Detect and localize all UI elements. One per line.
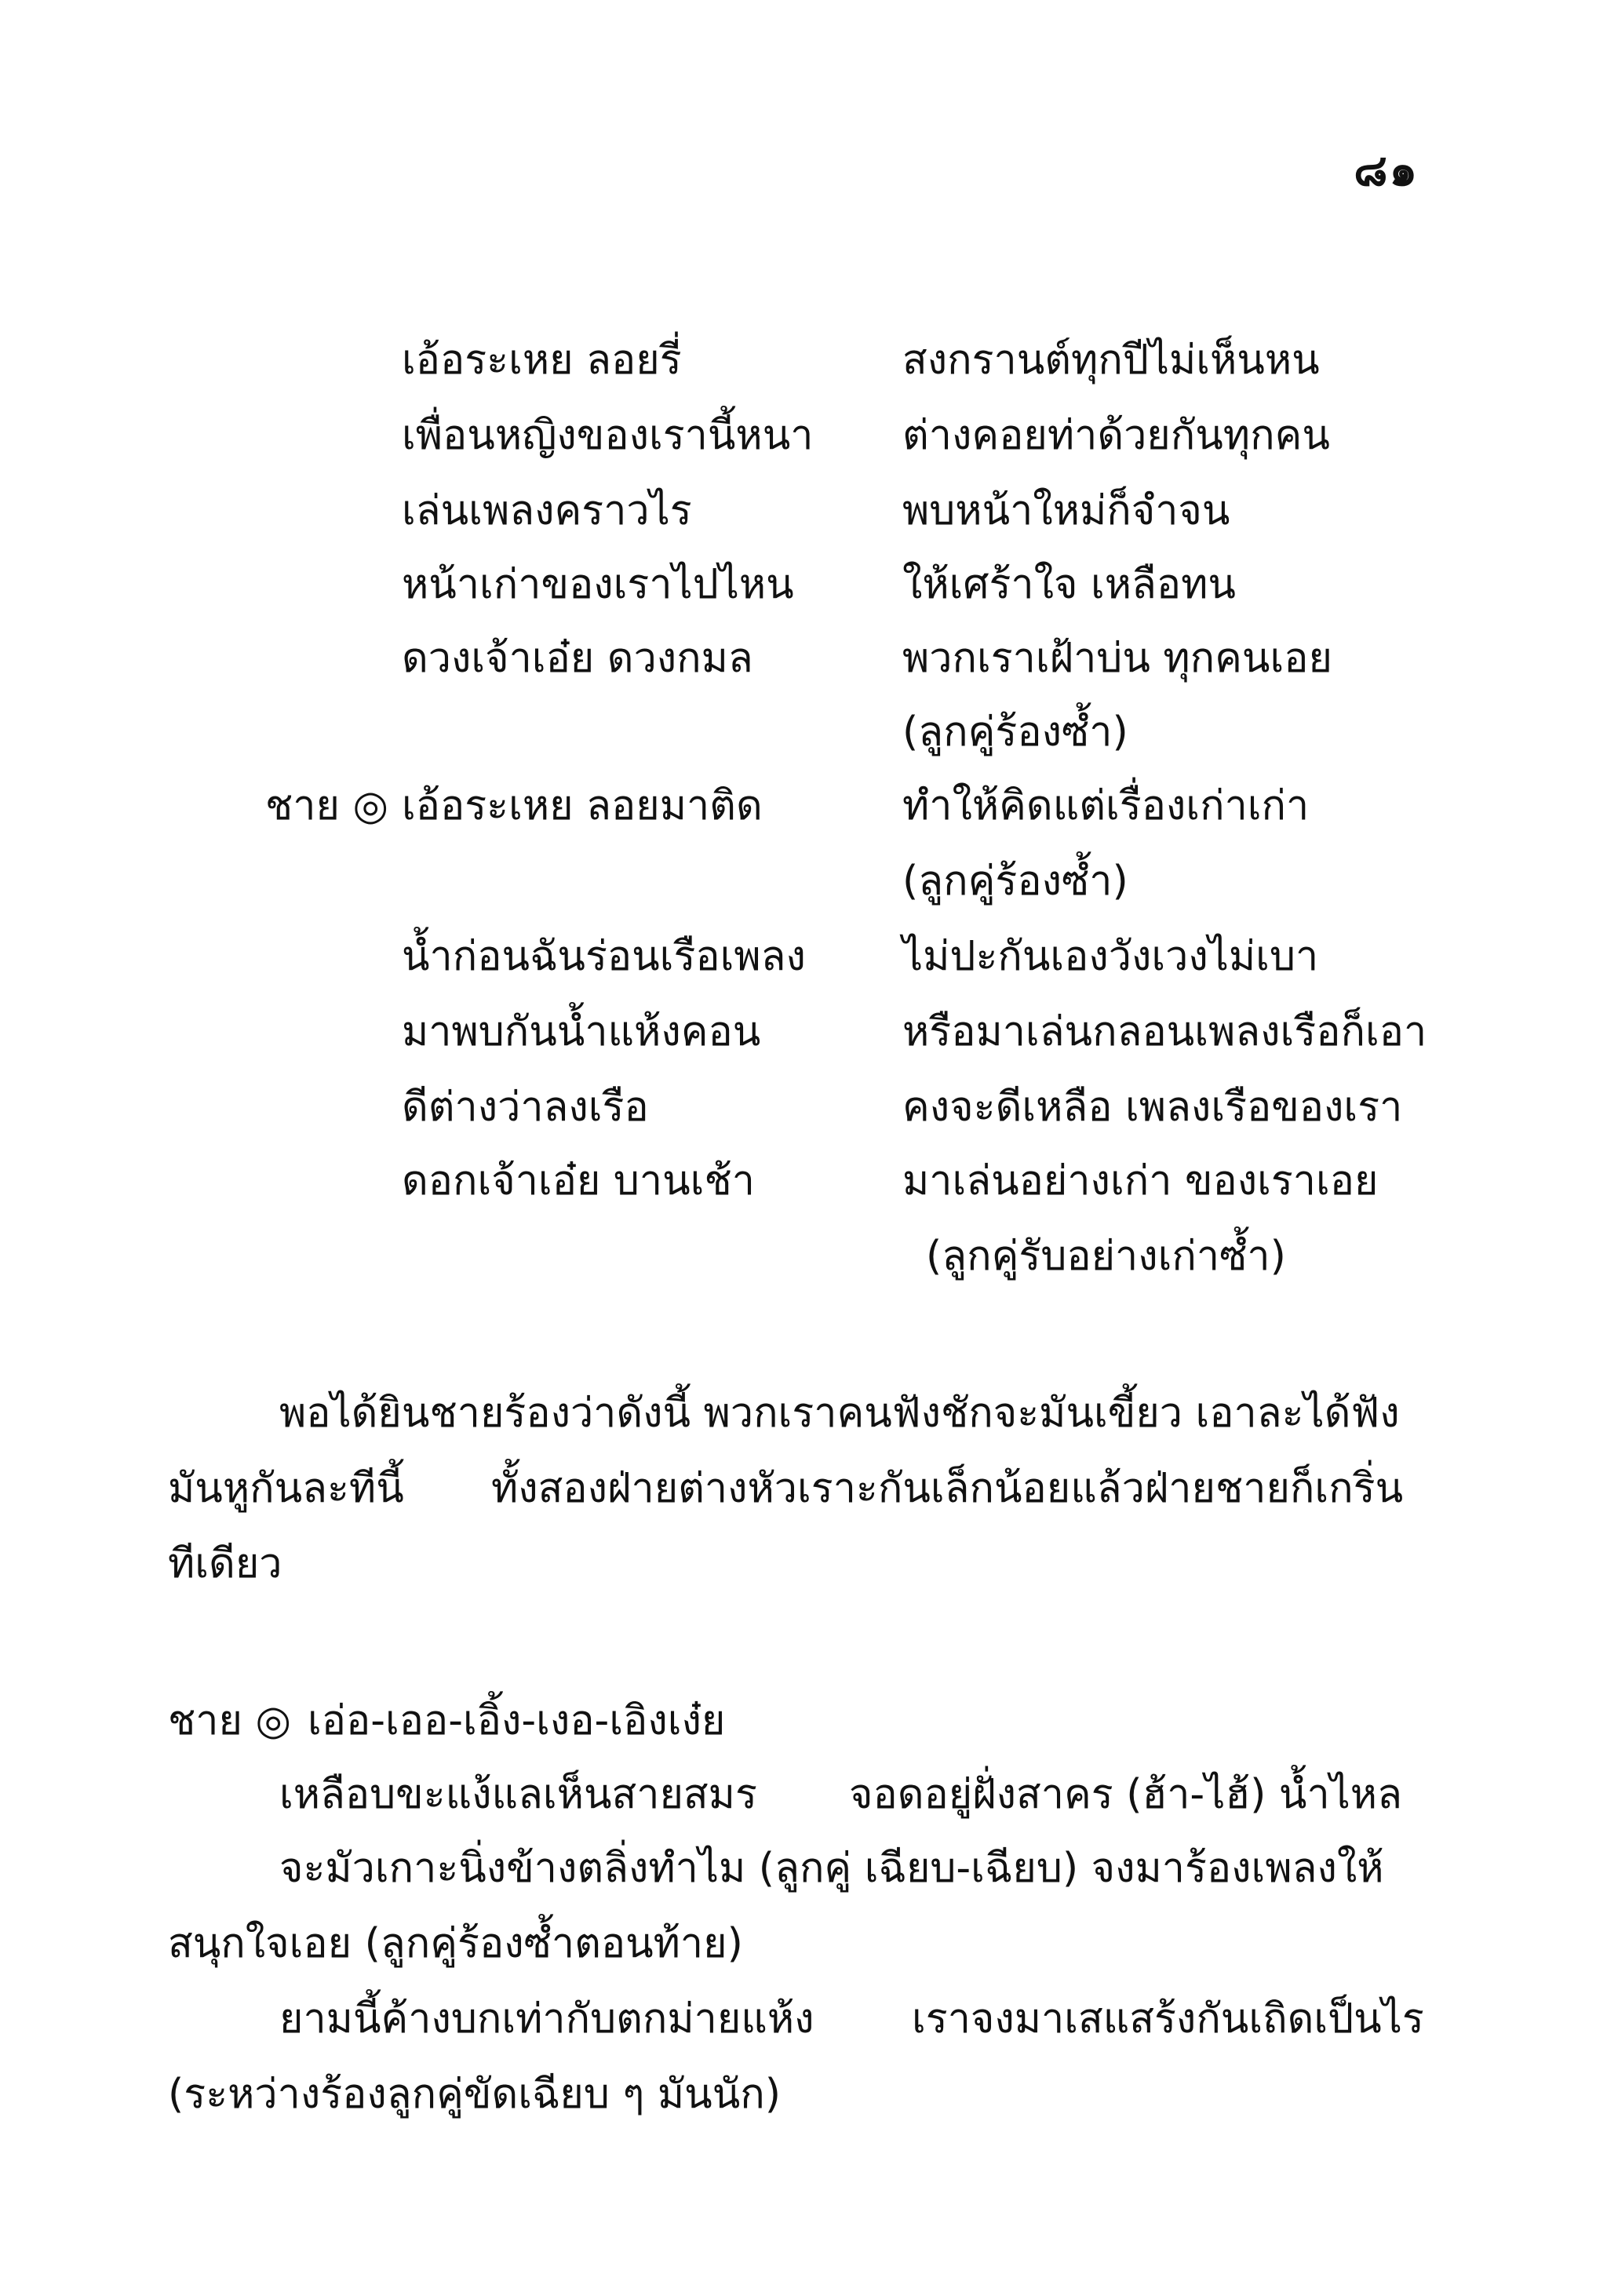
poem1-line1-right: สงกรานต์ทุกปีไม่เห็นหน [902, 337, 1320, 384]
poem1-line2-left: เพื่อนหญิงของเรานี้หนา [402, 412, 814, 459]
prose-line2-part1: มันหูกันละทีนี้ [168, 1465, 404, 1512]
poem1-line5-left: ดวงเจ้าเอ๋ย ดวงกมล [402, 635, 753, 682]
prose-line2-part2: ทั้งสองฝ่ายต่างหัวเราะกันเล็กน้อยแล้วฝ่ายชายก็เกริ่น [491, 1465, 1404, 1512]
male2-line4-left: ยามนี้ค้างบกเท่ากับตกม่ายแห้ง [279, 1995, 814, 2043]
poem2-line2-right: หรือมาเล่นกลอนเพลงเรือก็เอา [902, 1008, 1427, 1055]
poem2-line4-left: ดอกเจ้าเอ๋ย บานเช้า [402, 1157, 755, 1204]
male2-line4-right: เราจงมาเสแสร้งกันเถิดเป็นไร [912, 1995, 1424, 2043]
male2-line5: (ระหว่างร้องลูกคู่ขัดเฉียบ ๆ มันนัก) [168, 2071, 782, 2118]
poem2-line2-left: มาพบกันน้ำแห้งคอน [402, 1008, 761, 1055]
poem1-repeat-note: (ลูกคู่ร้องซ้ำ) [902, 709, 1128, 756]
male2-line1-left: เหลือบขะแง้แลเห็นสายสมร [279, 1771, 757, 1818]
male1-repeat-note: (ลูกคู่ร้องซ้ำ) [902, 858, 1128, 905]
poem2-repeat-note: (ลูกคู่รับอย่างเก่าซ้ำ) [926, 1233, 1286, 1280]
poem2-line3-right: คงจะดีเหลือ เพลงเรือของเรา [902, 1084, 1403, 1131]
male2-line1-right: จอดอยู่ฝั่งสาคร (ฮ้า-ไฮ้) น้ำไหล [849, 1771, 1402, 1818]
poem1-line3-right: พบหน้าใหม่ก็จำจน [902, 487, 1230, 534]
poem1-line4-left: หน้าเก่าของเราไปไหน [402, 561, 794, 608]
poem1-line2-right: ต่างคอยท่าด้วยกันทุกคน [902, 412, 1330, 459]
male2-line2: จะมัวเกาะนิ่งข้างตลิ่งทำไม (ลูกคู่ เฉียบ-เฉียบ) จงมาร้องเพลงให้ [279, 1845, 1384, 1892]
poem1-line1-left: เอ้อระเหย ลอยรี่ [402, 337, 682, 384]
male1-line-left: เอ้อระเหย ลอยมาติด [402, 782, 763, 829]
poem1-line3-left: เล่นเพลงคราวไร [402, 487, 692, 534]
male1-speaker-label: ชาย ◎ [265, 782, 388, 829]
poem1-line4-right: ให้เศร้าใจ เหลือทน [902, 561, 1236, 608]
poem1-line5-right: พวกเราเฝ้าบ่น ทุกคนเอย [902, 635, 1332, 682]
male1-line-right: ทำให้คิดแต่เรื่องเก่าเก่า [902, 782, 1310, 829]
page-number: ๘๑ [1354, 145, 1419, 196]
male2-intro: เอ่อ-เออ-เอิ้ง-เงอ-เอิงเง๋ย [308, 1697, 726, 1744]
poem2-line1-right: ไม่ปะกันเองวังเวงไม่เบา [902, 933, 1319, 980]
poem2-line1-left: น้ำก่อนฉันร่อนเรือเพลง [402, 933, 806, 980]
male2-speaker-label: ชาย ◎ [168, 1697, 291, 1744]
prose-line3: ทีเดียว [168, 1540, 282, 1587]
prose-line1: พอได้ยินชายร้องว่าดังนี้ พวกเราคนฟังชักจะมันเขี้ยว เอาละได้ฟัง [279, 1390, 1400, 1437]
poem2-line3-left: ดีต่างว่าลงเรือ [402, 1084, 649, 1131]
poem2-line4-right: มาเล่นอย่างเก่า ของเราเอย [902, 1157, 1379, 1204]
male2-line3: สนุกใจเอย (ลูกคู่ร้องซ้ำตอนท้าย) [168, 1920, 743, 1967]
